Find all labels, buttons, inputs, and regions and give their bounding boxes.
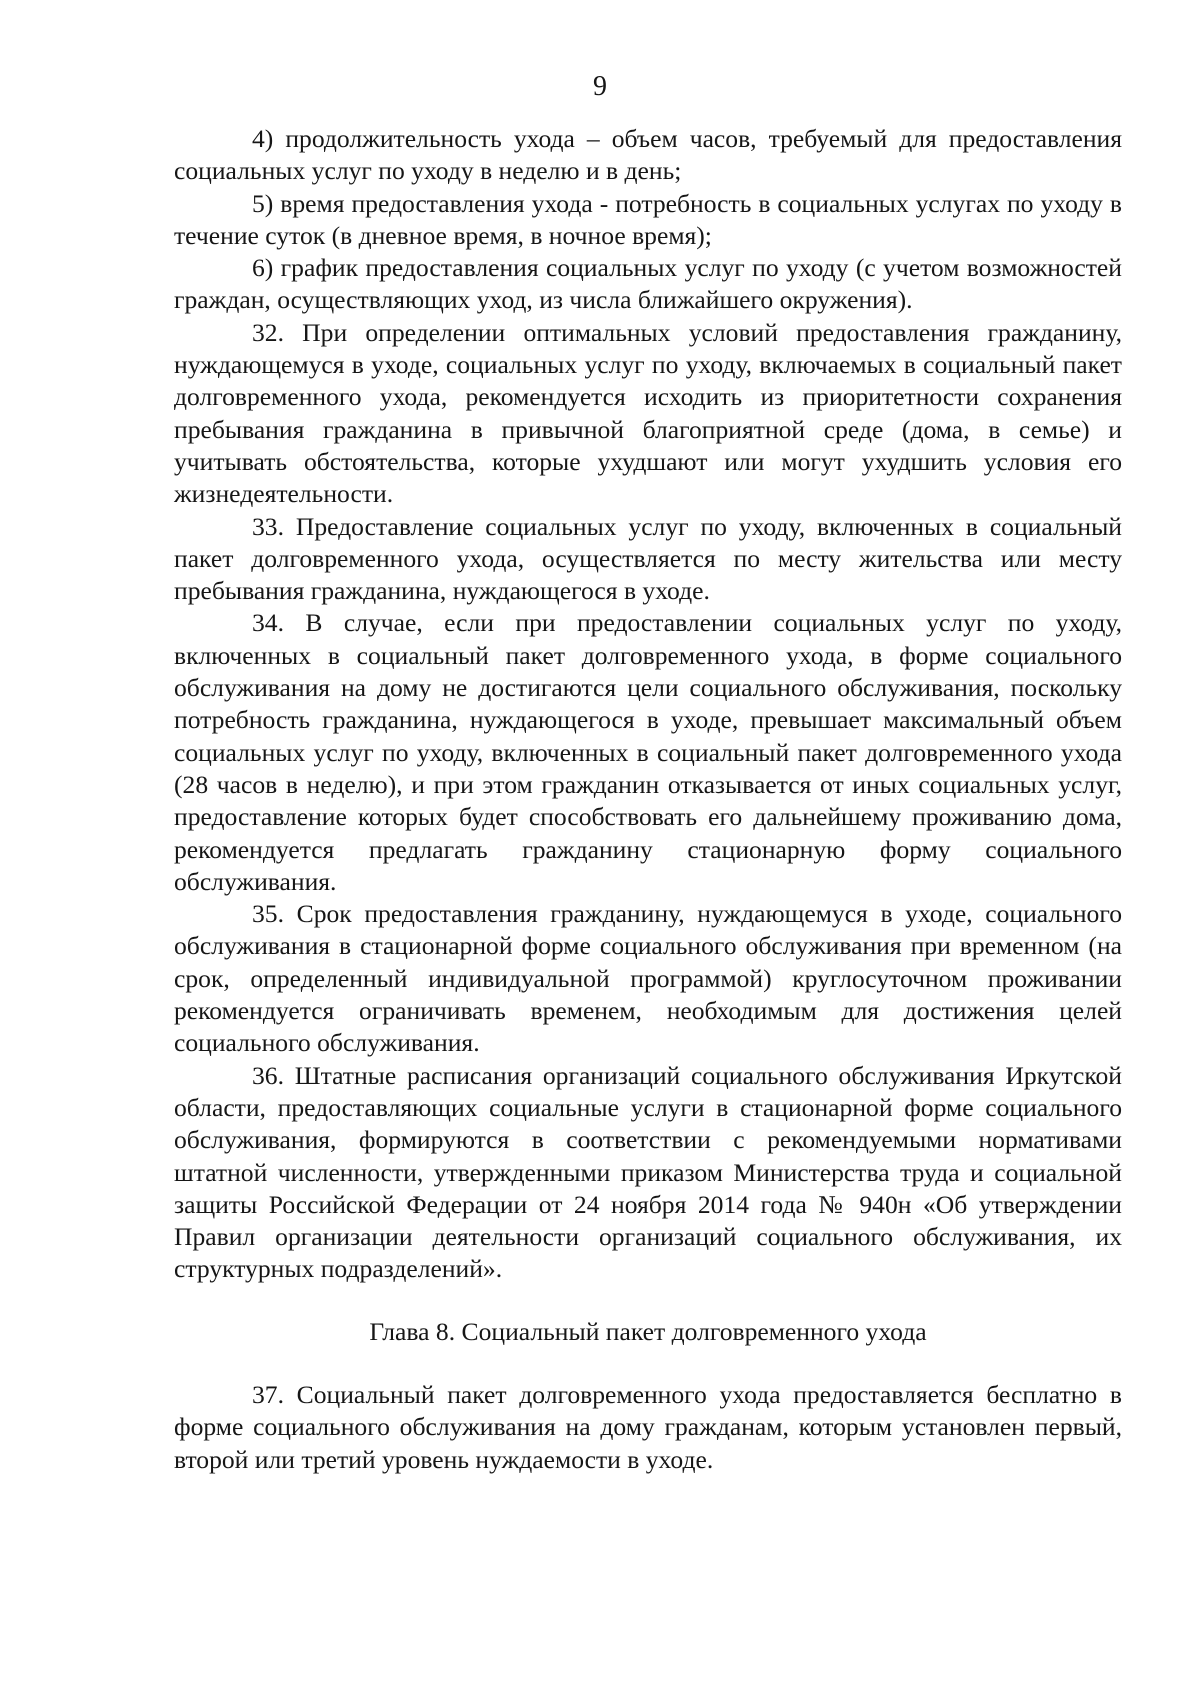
paragraph-34: 34. В случае, если при предоставлении социальных услуг по уходу, включенных в социальный пакет долговременного ухода, в форме социального обслуживания на дому не достигаются цели социального обслуживания, поскольку потребность гражданина, нуждающегося в уходе, превышает максимальный объем социальных услуг по уходу, включенных в социальный пакет долговременного ухода (28 часов в неделю), и при этом гражданин отказывается от иных социальных услуг, предоставление которых будет способствовать его дальнейшему проживанию дома, рекомендуется предлагать гражданину стационарную форму социального обслуживания. <box>174 608 1122 896</box>
paragraph-33: 33. Предоставление социальных услуг по уходу, включенных в социальный пакет долговременного ухода, осуществляется по месту жительства или месту пребывания гражданина, нуждающегося в уходе. <box>174 511 1122 606</box>
chapter-heading: Глава 8. Социальный пакет долговременного ухода <box>369 1316 927 1346</box>
paragraph-item-6: 6) график предоставления социальных услуг по уходу (с учетом возможностей граждан, осуществляющих уход, из числа ближайшего окружения). <box>174 253 1122 315</box>
page-number: 9 <box>593 71 607 102</box>
document-body <box>174 123 1122 1476</box>
paragraph-32: 32. При определении оптимальных условий предоставления гражданину, нуждающемуся в уходе, социальных услуг по уходу, включаемых в социальный пакет долговременного ухода, рекомендуется исходить из приоритетности сохранения пребывания гражданина в привычной благоприятной среде (дома, в семье) и учитывать обстоятельства, которые ухудшают или могут ухудшить условия его жизнедеятельности. <box>174 317 1122 509</box>
paragraph-item-5: 5) время предоставления ухода - потребность в социальных услугах по уходу в течение суток (в дневное время, в ночное время); <box>174 188 1122 250</box>
paragraph-35: 35. Срок предоставления гражданину, нуждающемуся в уходе, социального обслуживания в стационарной форме социального обслуживания при временном (на срок, определенный индивидуальной программой) круглосуточном проживании рекомендуется ограничивать временем, необходимым для достижения целей социального обслуживания. <box>174 899 1122 1058</box>
paragraph-37: 37. Социальный пакет долговременного ухода предоставляется бесплатно в форме социального обслуживания на дому гражданам, которым установлен первый, второй или третий уровень нуждаемости в уходе. <box>174 1379 1122 1474</box>
paragraph-36: 36. Штатные расписания организаций социального обслуживания Иркутской области, предоставляющих социальные услуги в стационарной форме социального обслуживания, формируются в соответствии с рекомендуемыми нормативами штатной численности, утвержденными приказом Министерства труда и социальной защиты Российской Федерации от 24 ноября 2014 года № 940н «Об утверждении Правил организации деятельности организаций социального обслуживания, их структурных подразделений». <box>174 1060 1122 1284</box>
paragraph-item-4: 4) продолжительность ухода – объем часов, требуемый для предоставления социальных услуг по уходу в неделю и в день; <box>174 124 1122 186</box>
